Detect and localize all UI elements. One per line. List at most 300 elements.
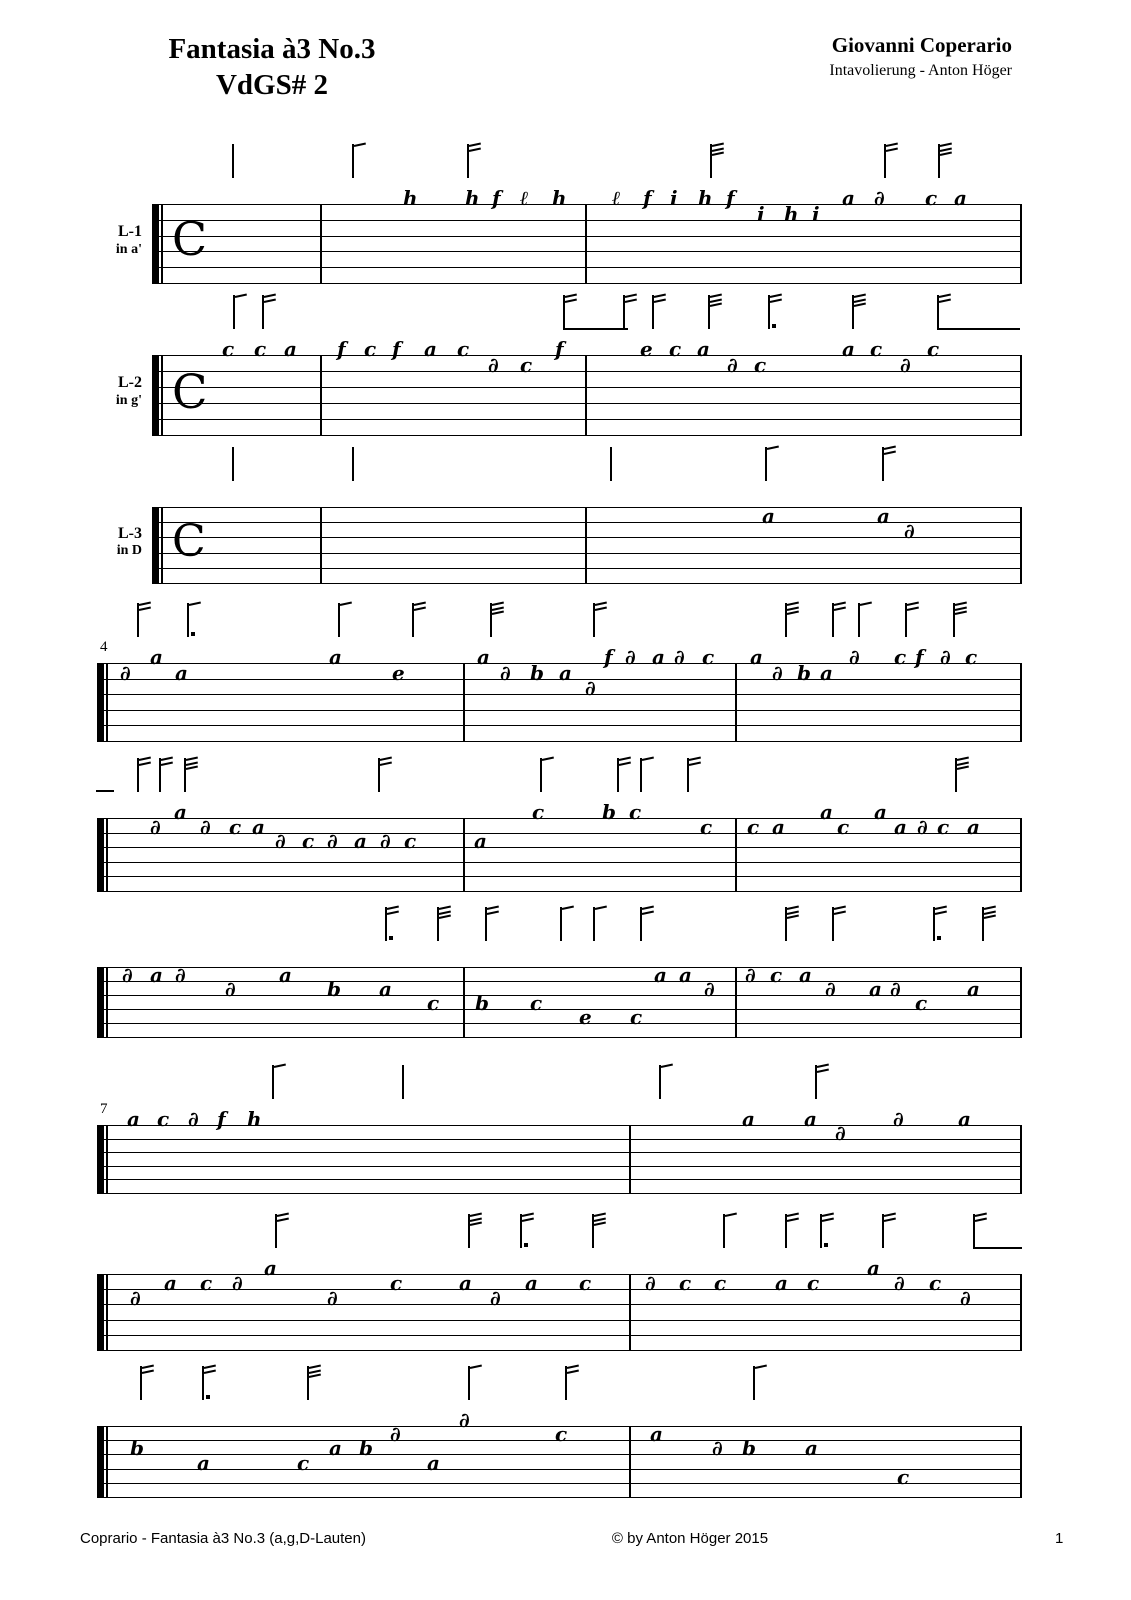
rhythm-dot <box>772 324 776 328</box>
staff-line <box>97 995 1022 996</box>
tab-letter: a <box>284 337 297 361</box>
staff-line <box>97 847 1022 848</box>
rhythm-flag <box>413 606 425 610</box>
staff-line <box>97 1179 1022 1180</box>
tab-letter: ∂ <box>874 186 885 210</box>
time-signature: C <box>172 212 208 267</box>
rhythm-flag <box>934 906 946 910</box>
rhythm-flag <box>521 1213 533 1217</box>
staff-line <box>97 876 1022 877</box>
tab-letter: a <box>799 963 812 987</box>
rhythm-flag <box>141 1369 153 1373</box>
rhythm-flag <box>974 1213 986 1217</box>
rhythm-flag <box>853 294 865 298</box>
tab-letter: ∂ <box>232 1271 243 1296</box>
rhythm-stem <box>402 1065 404 1099</box>
tie-mark <box>96 790 114 792</box>
tab-letter: a <box>842 337 855 361</box>
barline <box>629 1274 631 1351</box>
tab-letter: c <box>754 353 767 377</box>
end-barline <box>1020 1274 1022 1351</box>
rhythm-flag <box>883 446 895 450</box>
rhythm-flag <box>954 611 966 615</box>
rhythm-flag <box>160 757 172 761</box>
rhythm-stem <box>272 1065 274 1099</box>
footer-page-number: 1 <box>1055 1530 1064 1547</box>
rhythm-flag <box>906 606 918 610</box>
rhythm-beam <box>563 328 628 331</box>
rhythm-flag <box>653 294 665 298</box>
rhythm-flag <box>276 1217 288 1221</box>
rhythm-flag <box>234 294 246 298</box>
tab-letter: c <box>364 337 377 361</box>
page-title: Fantasia à3 No.3 <box>168 33 376 65</box>
tab-letter: a <box>967 814 980 839</box>
measure-number: 4 <box>100 639 108 655</box>
tab-letter: ∂ <box>585 676 596 701</box>
barline <box>320 355 322 436</box>
tab-letter: ∂ <box>745 963 756 987</box>
rhythm-flag <box>885 147 897 151</box>
begin-bar-thin <box>106 663 108 742</box>
tab-letter: ∂ <box>645 1271 656 1296</box>
rhythm-flag <box>141 1365 153 1369</box>
page-subtitle-number: VdGS# 2 <box>215 69 328 101</box>
tab-letter: a <box>874 800 887 824</box>
tab-letter: ∂ <box>674 645 685 669</box>
tab-letter: ∂ <box>772 660 783 685</box>
end-barline <box>1020 507 1022 584</box>
tab-letter: c <box>937 814 950 839</box>
tab-letter: c <box>700 814 713 839</box>
tab-letter: ∂ <box>894 1271 905 1296</box>
tab-letter: c <box>520 353 533 377</box>
tab-letter: a <box>477 645 490 669</box>
tab-letter: c <box>747 814 760 839</box>
rhythm-dot <box>206 1395 210 1399</box>
tab-letter: a <box>427 1450 440 1475</box>
tab-letter: c <box>714 1271 727 1296</box>
begin-bar-thick <box>97 1125 104 1194</box>
tab-letter: f <box>915 645 924 669</box>
begin-bar-thick <box>97 663 104 742</box>
rhythm-flag <box>521 1217 533 1221</box>
rhythm-flag <box>983 915 995 919</box>
rhythm-beam <box>937 328 1020 331</box>
rhythm-flag <box>859 602 871 606</box>
tab-letter: ∂ <box>459 1408 470 1432</box>
tab-letter: c <box>555 1422 568 1447</box>
rhythm-stem <box>187 603 189 637</box>
tab-letter: e <box>392 660 405 685</box>
rhythm-flag <box>816 1068 828 1072</box>
tab-letter: c <box>870 337 883 361</box>
tab-letter: a <box>805 1436 818 1461</box>
rhythm-beam <box>973 1247 1022 1250</box>
tab-letter: c <box>530 991 543 1015</box>
staff-line <box>152 568 1022 569</box>
staff-line <box>97 1125 1022 1126</box>
begin-bar-thin <box>161 507 163 584</box>
tab-letter: ∂ <box>327 829 338 854</box>
staff-label: L-1 <box>118 222 142 240</box>
tab-letter: f <box>492 186 501 210</box>
rhythm-stem <box>610 447 612 481</box>
staff-line <box>97 1497 1022 1498</box>
tab-letter: f <box>604 645 613 669</box>
tab-letter: a <box>264 1256 277 1280</box>
begin-bar-thin <box>106 1125 108 1194</box>
time-signature: C <box>172 364 208 419</box>
end-barline <box>1020 1125 1022 1194</box>
begin-bar-thin <box>161 355 163 436</box>
rhythm-flag <box>934 910 946 914</box>
barline <box>735 818 737 892</box>
tab-letter: h <box>698 186 713 210</box>
tab-letter: a <box>175 660 188 685</box>
rhythm-flag <box>906 602 918 606</box>
rhythm-flag <box>188 602 200 606</box>
rhythm-dot <box>524 1243 528 1247</box>
rhythm-flag <box>353 143 365 147</box>
rhythm-flag <box>308 1374 320 1378</box>
rhythm-stem <box>640 758 642 792</box>
rhythm-flag <box>786 602 798 606</box>
footer-copyright: © by Anton Höger 2015 <box>611 1530 769 1547</box>
rhythm-flag <box>263 298 275 302</box>
staff-line <box>97 981 1022 982</box>
tab-letter: c <box>925 186 938 210</box>
tab-letter: c <box>915 991 928 1015</box>
end-barline <box>1020 1426 1022 1498</box>
tab-letter: a <box>279 963 292 987</box>
rhythm-flag <box>593 1222 605 1226</box>
barline <box>585 355 587 436</box>
begin-bar-thick <box>152 204 159 284</box>
tab-letter: ∂ <box>940 645 951 669</box>
tab-letter: h <box>403 186 418 210</box>
tab-letter: c <box>302 829 315 854</box>
staff-line <box>97 862 1022 863</box>
rhythm-flag <box>641 906 653 910</box>
rhythm-flag <box>766 446 778 450</box>
tab-letter: ∂ <box>175 963 186 987</box>
rhythm-flag <box>185 757 197 761</box>
rhythm-flag <box>833 606 845 610</box>
staff-line <box>97 891 1022 892</box>
barline <box>735 967 737 1038</box>
rhythm-stem <box>765 447 767 481</box>
rhythm-flag <box>203 1365 215 1369</box>
staff-line <box>97 967 1022 968</box>
tab-letter: c <box>770 963 783 987</box>
staff-line <box>152 283 1022 284</box>
staff-line <box>97 1304 1022 1305</box>
tab-letter: c <box>807 1271 820 1296</box>
tab-letter: i <box>670 186 678 210</box>
rhythm-stem <box>593 907 595 941</box>
staff-line <box>97 1454 1022 1455</box>
rhythm-flag <box>816 1064 828 1068</box>
barline <box>320 507 322 584</box>
rhythm-flag <box>624 294 636 298</box>
rhythm-flag <box>833 906 845 910</box>
staff-tuning: in a' <box>115 241 142 257</box>
tab-letter: i <box>757 201 765 226</box>
rhythm-flag <box>786 1217 798 1221</box>
rhythm-flag <box>688 761 700 765</box>
begin-bar-thin <box>106 1274 108 1351</box>
staff-line <box>97 710 1022 711</box>
rhythm-flag <box>938 294 950 298</box>
tab-letter: ∂ <box>625 645 636 669</box>
rhythm-flag <box>853 303 865 307</box>
tab-letter: a <box>750 645 763 669</box>
tab-letter: ∂ <box>200 814 211 839</box>
rhythm-flag <box>276 1213 288 1217</box>
tab-letter: a <box>679 963 692 987</box>
staff-line <box>97 1009 1022 1010</box>
rhythm-stem <box>468 1366 470 1400</box>
tab-letter: c <box>200 1271 213 1296</box>
staff-line <box>97 1469 1022 1470</box>
rhythm-flag <box>769 294 781 298</box>
tab-letter: c <box>669 337 682 361</box>
tab-letter: a <box>867 1256 880 1280</box>
staff-line <box>97 741 1022 742</box>
tab-letter: c <box>157 1107 170 1131</box>
end-barline <box>1020 818 1022 892</box>
tab-letter: f <box>643 186 652 210</box>
rhythm-flag <box>956 766 968 770</box>
rhythm-flag <box>438 915 450 919</box>
tab-letter: ∂ <box>727 353 738 377</box>
tab-letter: a <box>772 814 785 839</box>
rhythm-stem <box>753 1366 755 1400</box>
rhythm-flag <box>469 1213 481 1217</box>
tab-letter: a <box>650 1422 663 1447</box>
begin-bar-thick <box>152 507 159 584</box>
tab-letter: ℓ <box>612 186 621 210</box>
rhythm-flag <box>468 143 480 147</box>
staff-line <box>152 403 1022 404</box>
tab-letter: f <box>337 337 346 361</box>
tab-letter: a <box>459 1271 472 1296</box>
rhythm-flag <box>883 1213 895 1217</box>
tab-letter: b <box>130 1436 144 1461</box>
rhythm-stem <box>232 144 234 178</box>
rhythm-flag <box>939 152 951 156</box>
rhythm-flag <box>594 906 606 910</box>
tab-letter: c <box>629 800 642 824</box>
tab-letter: ∂ <box>188 1107 199 1131</box>
rhythm-flag <box>709 294 721 298</box>
tab-letter: ∂ <box>500 660 511 685</box>
tab-letter: b <box>797 660 811 685</box>
tab-letter: ∂ <box>225 977 236 1001</box>
tab-letter: a <box>654 963 667 987</box>
staff-line <box>97 725 1022 726</box>
begin-bar-thin <box>106 967 108 1038</box>
rhythm-flag <box>386 906 398 910</box>
tab-letter: c <box>532 800 545 824</box>
barline <box>463 663 465 742</box>
tab-letter: ∂ <box>130 1286 141 1311</box>
tab-letter: h <box>552 186 567 210</box>
staff-line <box>152 387 1022 388</box>
rhythm-flag <box>618 757 630 761</box>
rhythm-flag <box>541 757 553 761</box>
rhythm-flag <box>263 294 275 298</box>
tab-letter: a <box>652 645 665 669</box>
barline <box>585 507 587 584</box>
rhythm-flag <box>821 1217 833 1221</box>
rhythm-flag <box>438 906 450 910</box>
tab-letter: a <box>894 814 907 839</box>
rhythm-flag <box>786 611 798 615</box>
rhythm-dot <box>937 936 941 940</box>
tab-letter: a <box>127 1107 140 1131</box>
tab-letter: a <box>474 829 487 854</box>
staff-line <box>152 220 1022 221</box>
rhythm-flag <box>566 1365 578 1369</box>
tab-letter: c <box>404 829 417 854</box>
rhythm-flag <box>386 910 398 914</box>
barline <box>629 1426 631 1498</box>
rhythm-flag <box>491 611 503 615</box>
rhythm-dot <box>191 632 195 636</box>
tab-letter: f <box>726 186 735 210</box>
rhythm-flag <box>308 1365 320 1369</box>
rhythm-flag <box>641 910 653 914</box>
tab-letter: a <box>877 504 890 529</box>
tab-letter: c <box>579 1271 592 1296</box>
tab-letter: a <box>354 829 367 854</box>
rhythm-flag <box>786 915 798 919</box>
rhythm-flag <box>711 152 723 156</box>
begin-bar-thick <box>152 355 159 436</box>
rhythm-flag <box>379 757 391 761</box>
rhythm-flag <box>660 1064 672 1068</box>
tab-letter: a <box>697 337 710 361</box>
rhythm-flag <box>833 910 845 914</box>
rhythm-stem <box>858 603 860 637</box>
staff-label: L-3 <box>118 525 142 543</box>
rhythm-flag <box>821 1213 833 1217</box>
rhythm-stem <box>659 1065 661 1099</box>
tab-letter: a <box>842 186 855 210</box>
tab-letter: c <box>427 991 440 1015</box>
tab-letter: b <box>742 1436 756 1461</box>
rhythm-flag <box>938 298 950 302</box>
tab-letter: ∂ <box>917 814 928 839</box>
tab-letter: c <box>457 337 470 361</box>
rhythm-flag <box>956 757 968 761</box>
staff-line <box>152 251 1022 252</box>
staff-line <box>97 1335 1022 1336</box>
tab-letter: f <box>217 1107 226 1131</box>
staff-line <box>152 236 1022 237</box>
rhythm-flag <box>974 1217 986 1221</box>
rhythm-stem <box>723 1214 725 1248</box>
rhythm-flag <box>883 1217 895 1221</box>
end-barline <box>1020 663 1022 742</box>
tab-letter: ∂ <box>490 1286 501 1311</box>
staff-line <box>152 419 1022 420</box>
composer-name: Giovanni Coperario <box>831 33 1012 57</box>
rhythm-stem <box>560 907 562 941</box>
tab-letter: a <box>197 1450 210 1475</box>
tab-letter: a <box>329 645 342 669</box>
rhythm-flag <box>688 757 700 761</box>
time-signature: C <box>172 515 206 567</box>
tab-letter: b <box>602 800 616 824</box>
tab-letter: c <box>929 1271 942 1296</box>
tab-letter: e <box>579 1005 592 1029</box>
rhythm-flag <box>786 1213 798 1217</box>
rhythm-flag <box>724 1213 736 1217</box>
staff-line <box>97 1037 1022 1038</box>
tab-letter: c <box>837 814 850 839</box>
tab-letter: ∂ <box>150 814 161 839</box>
tab-letter: a <box>742 1107 755 1131</box>
rhythm-flag <box>491 602 503 606</box>
rhythm-stem <box>232 447 234 481</box>
tab-letter: i <box>812 201 820 226</box>
tab-letter: h <box>784 201 799 226</box>
tab-letter: c <box>390 1271 403 1296</box>
rhythm-flag <box>594 606 606 610</box>
staff-line <box>97 1193 1022 1194</box>
rhythm-flag <box>954 602 966 606</box>
rhythm-flag <box>754 1365 766 1369</box>
staff-line <box>152 553 1022 554</box>
barline <box>585 204 587 284</box>
tab-letter: c <box>894 645 907 669</box>
rhythm-flag <box>883 450 895 454</box>
rhythm-flag <box>885 143 897 147</box>
rhythm-flag <box>469 1365 481 1369</box>
tab-letter: e <box>640 337 653 361</box>
staff-line <box>152 204 1022 205</box>
footer-work-title: Coprario - Fantasia à3 No.3 (a,g,D-Lauten) <box>80 1530 366 1547</box>
staff-line <box>152 371 1022 372</box>
rhythm-flag <box>413 602 425 606</box>
staff-line <box>152 522 1022 523</box>
tab-letter: a <box>967 977 980 1001</box>
tab-letter: c <box>229 814 242 839</box>
tab-letter: b <box>530 660 544 685</box>
staff-line <box>152 355 1022 356</box>
rhythm-flag <box>203 1369 215 1373</box>
begin-bar-thin <box>106 818 108 892</box>
staff-tuning: in g' <box>115 393 142 409</box>
tab-letter: c <box>702 645 715 669</box>
tab-letter: a <box>252 814 265 839</box>
tab-letter: a <box>820 800 833 824</box>
tab-letter: a <box>804 1107 817 1131</box>
begin-bar-thick <box>97 1274 104 1351</box>
rhythm-flag <box>641 757 653 761</box>
rhythm-flag <box>786 906 798 910</box>
tab-letter: a <box>329 1436 342 1461</box>
tab-letter: c <box>297 1450 310 1475</box>
rhythm-flag <box>138 602 150 606</box>
tab-letter: h <box>247 1107 262 1131</box>
tab-letter: a <box>954 186 967 210</box>
rhythm-flag <box>769 298 781 302</box>
tab-letter: a <box>174 800 187 824</box>
